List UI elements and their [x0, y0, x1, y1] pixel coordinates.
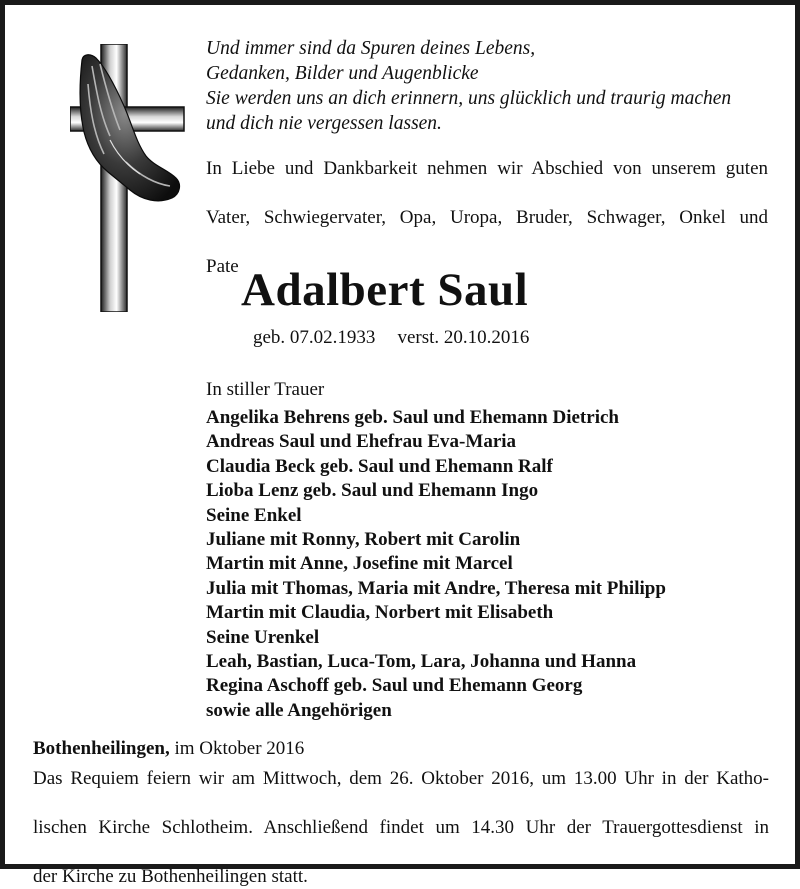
- mourner-line: Andreas Saul und Ehefrau Eva-Maria: [206, 431, 517, 453]
- mourning-heading: In stiller Trauer: [206, 379, 325, 400]
- mourner-line: Julia mit Thomas, Maria mit Andre, Theresa mit Philipp: [206, 577, 666, 599]
- mourner-line: sowie alle Angehörigen: [206, 699, 392, 721]
- mourners-list: [206, 406, 666, 723]
- mourner-line: Seine Urenkel: [206, 626, 320, 648]
- poem-line: Und immer sind da Spuren deines Lebens,: [206, 38, 536, 59]
- place-name: Bothenheilingen,: [33, 738, 170, 759]
- mourner-line: Leah, Bastian, Luca-Tom, Lara, Johanna und Hanna: [206, 651, 637, 673]
- mourner-line: Claudia Beck geb. Saul und Ehemann Ralf: [206, 455, 553, 477]
- mourner-line: Regina Aschoff geb. Saul und Ehemann Georg: [206, 675, 583, 697]
- poem-line: Sie werden uns an dich erinnern, uns glücklich und traurig machen: [206, 88, 732, 109]
- requiem-notice: [33, 767, 769, 889]
- life-dates: [253, 326, 529, 350]
- mourner-line: Seine Enkel: [206, 504, 302, 526]
- intro-line: In Liebe und Dankbarkeit nehmen wir Abschied von unserem guten: [206, 158, 768, 179]
- requiem-line: Das Requiem feiern wir am Mittwoch, dem 26. Oktober 2016, um 13.00 Uhr in der Katho-: [33, 768, 769, 789]
- requiem-line: lischen Kirche Schlotheim. Anschließend findet um 14.30 Uhr der Trauergottesdienst in: [33, 816, 769, 838]
- mourner-line: Martin mit Anne, Josefine mit Marcel: [206, 553, 513, 575]
- birth-date: geb. 07.02.1933: [253, 327, 376, 348]
- death-date: verst. 20.10.2016: [397, 327, 530, 348]
- mourner-line: Martin mit Claudia, Norbert mit Elisabeth: [206, 602, 554, 624]
- deceased-name: Adalbert Saul: [241, 264, 529, 316]
- poem-line: Gedanken, Bilder und Augenblicke: [206, 63, 479, 84]
- place-date: im Oktober 2016: [169, 738, 305, 759]
- requiem-line: der Kirche zu Bothenheilingen statt.: [33, 865, 308, 887]
- poem: [206, 36, 776, 136]
- cross-with-praying-hands-icon: [70, 44, 185, 312]
- place-date-line: [33, 737, 304, 761]
- poem-line: und dich nie vergessen lassen.: [206, 113, 442, 134]
- intro-line: Pate: [206, 256, 239, 277]
- intro-line: Vater, Schwiegervater, Opa, Uropa, Bruder, Schwager, Onkel und: [206, 207, 768, 228]
- mourner-line: Lioba Lenz geb. Saul und Ehemann Ingo: [206, 480, 539, 502]
- mourner-line: Juliane mit Ronny, Robert mit Carolin: [206, 529, 521, 551]
- mourner-line: Angelika Behrens geb. Saul und Ehemann Dietrich: [206, 407, 619, 428]
